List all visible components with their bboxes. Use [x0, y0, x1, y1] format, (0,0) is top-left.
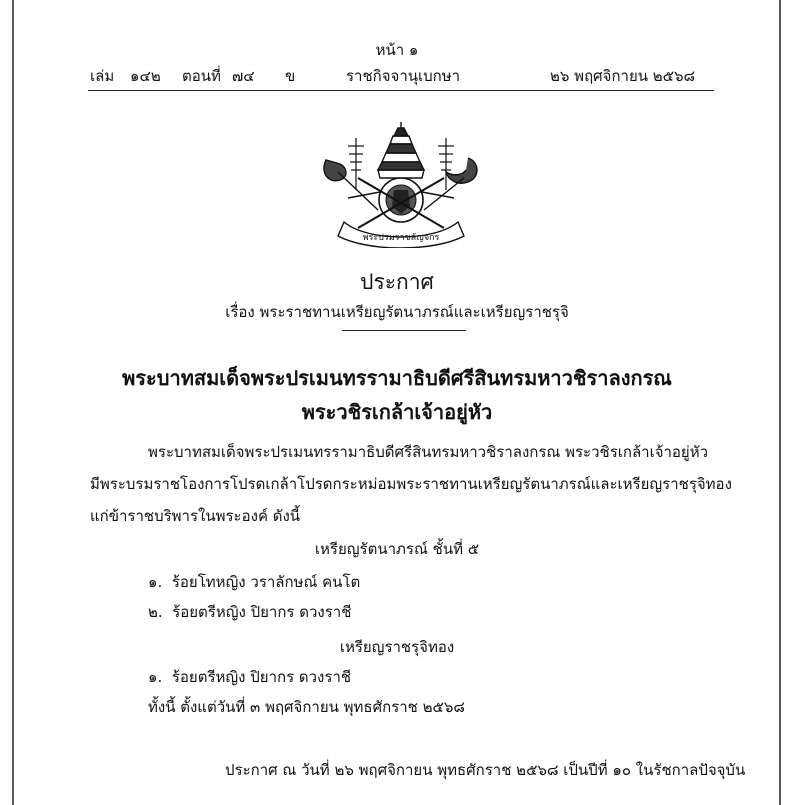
- body-line-1: พระบาทสมเด็จพระปรเมนทรรามาธิบดีศรีสินทรมหาวชิราลงกรณ พระวชิรเกล้าเจ้าอยู่หัว: [148, 443, 709, 461]
- item-number: ๑.: [148, 573, 163, 591]
- subject-rule: [342, 330, 466, 331]
- section-letter: ข: [285, 67, 296, 85]
- recipient-list-item: [148, 665, 351, 689]
- item-number: ๒.: [148, 603, 163, 621]
- body-line-3: แก่ข้าราชบริพารในพระองค์ ดังนี้: [90, 507, 301, 525]
- royal-emblem-icon: [318, 120, 484, 248]
- header-rule: [88, 90, 714, 91]
- publication-name: ราชกิจจานุเบกษา: [346, 67, 461, 85]
- header-date: ๒๖ พฤศจิกายน ๒๕๖๘: [550, 67, 696, 85]
- given-date: ประกาศ ณ วันที่ ๒๖ พฤศจิกายน พุทธศักราช ๒๕๖๘ เป็นปีที่ ๑๐ ในรัชกาลปัจจุบัน: [225, 761, 746, 779]
- recipient-list-item: [148, 600, 351, 624]
- announcement-subject: เรื่อง พระราชทานเหรียญรัตนาภรณ์และเหรียญราชรุจิ: [225, 303, 569, 321]
- announcement-title: ประกาศ: [360, 270, 434, 294]
- effective-date: ทั้งนี้ ตั้งแต่วันที่ ๓ พฤศจิกายน พุทธศักราช ๒๕๖๘: [148, 698, 465, 716]
- body-line-2: มีพระบรมราชโองการโปรดเกล้าโปรดกระหม่อมพระราชทานเหรียญรัตนาภรณ์และเหรียญราชรุจิทอง: [90, 475, 732, 493]
- part-number: ๗๔: [232, 67, 255, 85]
- section-heading-rajaruchi: เหรียญราชรุจิทอง: [339, 638, 455, 656]
- recipient-list-item: [148, 570, 360, 594]
- king-title-line-2: พระวชิรเกล้าเจ้าอยู่หัว: [301, 400, 493, 424]
- page-number: หน้า ๑: [375, 41, 419, 59]
- item-number: ๑.: [148, 668, 163, 686]
- section-heading-ratanabhorn: เหรียญรัตนาภรณ์ ชั้นที่ ๕: [314, 540, 480, 558]
- volume-number: ๑๔๒: [130, 67, 161, 85]
- king-title-line-1: พระบาทสมเด็จพระปรเมนทรรามาธิบดีศรีสินทรมหาวชิราลงกรณ: [122, 366, 672, 390]
- volume-label: เล่ม: [90, 67, 115, 85]
- emblem-ribbon-text: พระปรมราชลัญจกร: [362, 233, 440, 243]
- recipient-name: ร้อยโทหญิง วราลักษณ์ คนโต: [171, 573, 361, 591]
- part-label: ตอนที่: [182, 67, 221, 85]
- recipient-name: ร้อยตรีหญิง ปิยากร ดวงราชี: [171, 668, 352, 686]
- recipient-name: ร้อยตรีหญิง ปิยากร ดวงราชี: [172, 603, 352, 621]
